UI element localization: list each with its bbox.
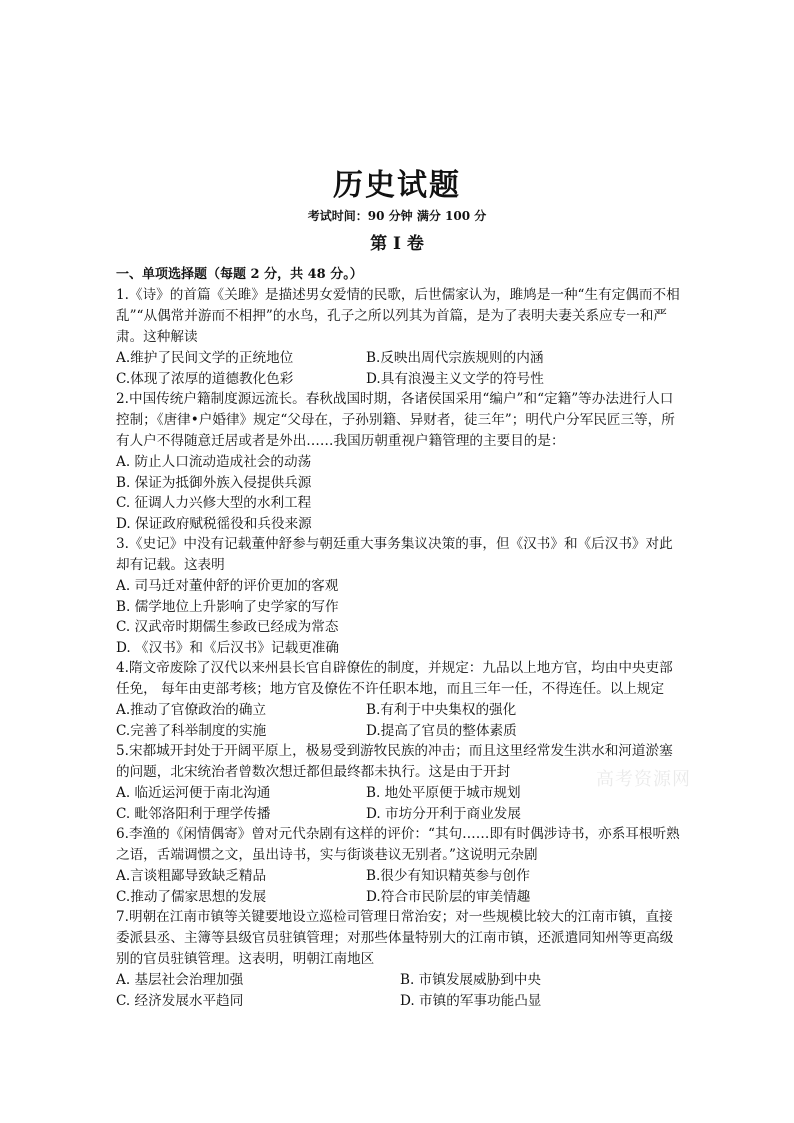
- option-b: B.很少有知识精英参与创作: [366, 868, 530, 884]
- option-a: A. 防止人口流动造成社会的动荡: [116, 454, 312, 470]
- question-3: [116, 534, 684, 658]
- option-b: B.有利于中央集权的强化: [366, 702, 517, 718]
- question-stem: 2.中国传统户籍制度源远流长。春秋战国时期，各诸侯国采用“编户”和“定籍”等办法进行人口控制；《唐律•户婚律》规定“父母在，子孙别籍、异财者，徒三年”；明代户分军民匠三等，所有人户不得随意迁居或者是外出……我国历朝重视户籍管理的主要目的是：: [116, 391, 675, 449]
- option-c: C.完善了科举制度的实施: [116, 722, 267, 739]
- option-d: D.具有浪漫主义文学的符号性: [366, 370, 544, 387]
- option-d: D. 市镇的军事功能凸显: [400, 992, 542, 1009]
- option-a: A. 司马迁对董仲舒的评价更加的客观: [116, 578, 339, 594]
- option-b: B. 市镇发展威胁到中央: [400, 972, 541, 988]
- option-a: A.推动了官僚政治的确立: [116, 702, 267, 718]
- option-b: B. 儒学地位上升影响了史学家的写作: [116, 598, 339, 615]
- question-stem: 7.明朝在江南市镇等关键要地设立巡检司管理日常治安；对一些规模比较大的江南市镇，直接委派县丞、主簿等县级官员驻镇管理；对那些体量特别大的江南市镇，还派遣同知州等更高级别的官员驻镇管理。这表明，明朝江南地区: [116, 909, 674, 967]
- volume-heading: 第 I 卷: [370, 234, 424, 254]
- question-stem: 5.宋都城开封处于开阔平原上，极易受到游牧民族的冲击；而且这里经常发生洪水和河道淤塞的问题，北宋统治者曾数次想迁都但最终都未执行。这是由于开封: [116, 743, 673, 780]
- question-2: [116, 389, 684, 534]
- question-stem: 6.李渔的《闲情偶寄》曾对元代杂剧有这样的评价：“其句……即有时偶涉诗书，亦系耳根听熟之语，舌端调惯之文，虽出诗书，实与街谈巷议无别者。”这说明元杂剧: [116, 826, 680, 863]
- option-d: D. 《汉书》和《后汉书》记载更准确: [116, 639, 339, 656]
- option-a: A.维护了民间文学的正统地位: [116, 350, 294, 366]
- question-6: [116, 824, 684, 907]
- option-c: C.推动了儒家思想的发展: [116, 888, 267, 905]
- question-stem: 3.《史记》中没有记载董仲舒参与朝廷重大事务集议决策的事，但《汉书》和《后汉书》对此却有记载。这表明: [116, 536, 673, 573]
- option-b: B. 地处平原便于城市规划: [366, 785, 521, 801]
- exam-title: 历史试题: [333, 168, 461, 203]
- question-list: [116, 285, 684, 1011]
- option-a: A.言谈粗鄙导致缺乏精品: [116, 868, 267, 884]
- option-c: C.体现了浓厚的道德教化色彩: [116, 370, 294, 387]
- option-c: C. 征调人力兴修大型的水利工程: [116, 495, 312, 511]
- option-d: D.提高了官员的整体素质: [366, 722, 517, 739]
- question-1: [116, 285, 684, 389]
- option-c: C. 汉武帝时期儒生参政已经成为常态: [116, 619, 339, 635]
- option-c: C. 经济发展水平趋同: [116, 992, 244, 1009]
- option-b: B. 保证为抵御外族入侵提供兵源: [116, 474, 312, 491]
- question-stem: 1.《诗》的首篇《关雎》是描述男女爱情的民歌，后世儒家认为，雎鸠是一种“生有定偶而不相乱”“从偶常并游而不相押”的水鸟，孔子之所以列其为首篇，是为了表明夫妻关系应专一和严肃。这种解读: [116, 287, 680, 345]
- option-d: D. 保证政府赋税徭役和兵役来源: [116, 515, 312, 532]
- question-7: [116, 907, 684, 1011]
- watermark: 高考资源网: [596, 769, 691, 790]
- option-c: C. 毗邻洛阳利于理学传播: [116, 805, 271, 822]
- exam-time-info: 考试时间：90 分钟 满分 100 分: [307, 209, 487, 223]
- option-a: A. 临近运河便于南北沟通: [116, 785, 271, 801]
- option-d: D.符合市民阶层的审美情趣: [366, 888, 531, 905]
- section-heading: 一、单项选择题（每题 2 分，共 48 分。）: [116, 267, 363, 282]
- question-stem: 4.隋文帝废除了汉代以来州县长官自辟僚佐的制度，并规定：九品以上地方官，均由中央吏部任免， 每年由吏部考核；地方官及僚佐不许任职本地，而且三年一任，不得连任。以上规定: [116, 660, 673, 697]
- option-d: D. 市坊分开利于商业发展: [366, 805, 521, 822]
- option-b: B.反映出周代宗族规则的内涵: [366, 350, 544, 366]
- option-a: A. 基层社会治理加强: [116, 972, 244, 988]
- question-4: [116, 658, 684, 741]
